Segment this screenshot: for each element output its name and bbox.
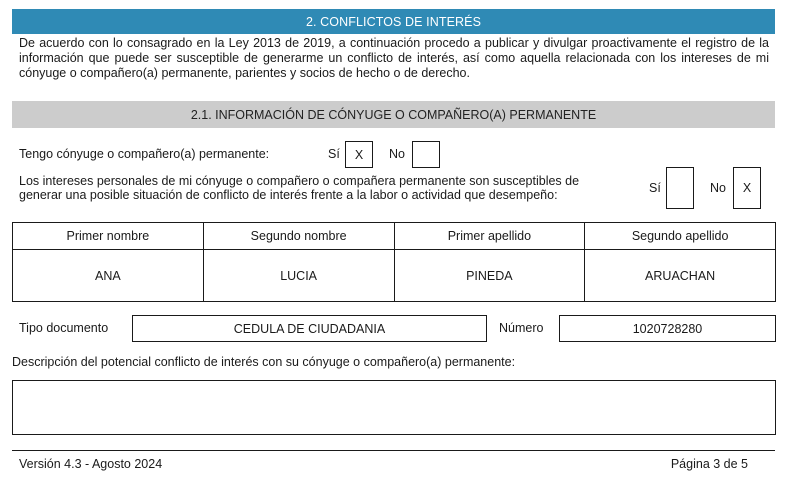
spouse-yes-checkbox[interactable]: X — [345, 141, 373, 168]
conflict-question-label-line2: generar una posible situación de conflicto de interés frente a la labor o actividad que desempeño: — [19, 188, 558, 202]
description-field[interactable] — [12, 380, 776, 435]
section-title: 2. CONFLICTOS DE INTERÉS — [12, 9, 775, 34]
footer-page-number: Página 3 de 5 — [670, 457, 748, 471]
document-type-label: Tipo documento — [19, 321, 109, 335]
spouse-names-table — [12, 222, 776, 302]
footer-version: Versión 4.3 - Agosto 2024 — [19, 457, 163, 471]
document-number-field[interactable]: 1020728280 — [559, 315, 776, 342]
subsection-title: 2.1. INFORMACIÓN DE CÓNYUGE O COMPAÑERO(A) PERMANENTE — [12, 101, 775, 128]
section-intro-text: De acuerdo con lo consagrado en la Ley 2013 de 2019, a continuación procedo a publicar y divulgar proactivamente el registro de la información que puede ser susceptible de generarme un conflicto de interés, así como aquella relacionada con los intereses de mi cónyuge o compañero(a) permanente, parientes y socios de hecho o de derecho. — [19, 36, 769, 80]
conflict-yes-label: Sí — [649, 181, 661, 195]
header-segundo-apellido: Segundo apellido — [585, 223, 776, 250]
description-label: Descripción del potencial conflicto de interés con su cónyuge o compañero(a) permanente: — [12, 355, 516, 369]
table-row — [13, 250, 776, 302]
footer-divider — [12, 450, 775, 451]
segundo-nombre-field[interactable]: LUCIA — [203, 250, 394, 302]
conflict-yes-checkbox[interactable] — [666, 167, 694, 209]
document-type-field[interactable]: CEDULA DE CIUDADANIA — [132, 315, 487, 342]
spouse-no-checkbox[interactable] — [412, 141, 440, 168]
document-number-label: Número — [499, 321, 544, 335]
conflict-no-checkbox[interactable]: X — [733, 167, 761, 209]
primer-nombre-field[interactable]: ANA — [13, 250, 204, 302]
header-primer-nombre: Primer nombre — [13, 223, 204, 250]
conflict-question-label-line1: Los intereses personales de mi cónyuge o compañero o compañera permanente son susceptibles de — [19, 174, 580, 188]
spouse-yes-label: Sí — [328, 147, 340, 161]
header-primer-apellido: Primer apellido — [394, 223, 585, 250]
conflict-no-label: No — [710, 181, 726, 195]
segundo-apellido-field[interactable]: ARUACHAN — [585, 250, 776, 302]
primer-apellido-field[interactable]: PINEDA — [394, 250, 585, 302]
header-segundo-nombre: Segundo nombre — [203, 223, 394, 250]
spouse-no-label: No — [389, 147, 405, 161]
table-header-row — [13, 223, 776, 250]
spouse-question-label: Tengo cónyuge o compañero(a) permanente: — [19, 147, 270, 161]
